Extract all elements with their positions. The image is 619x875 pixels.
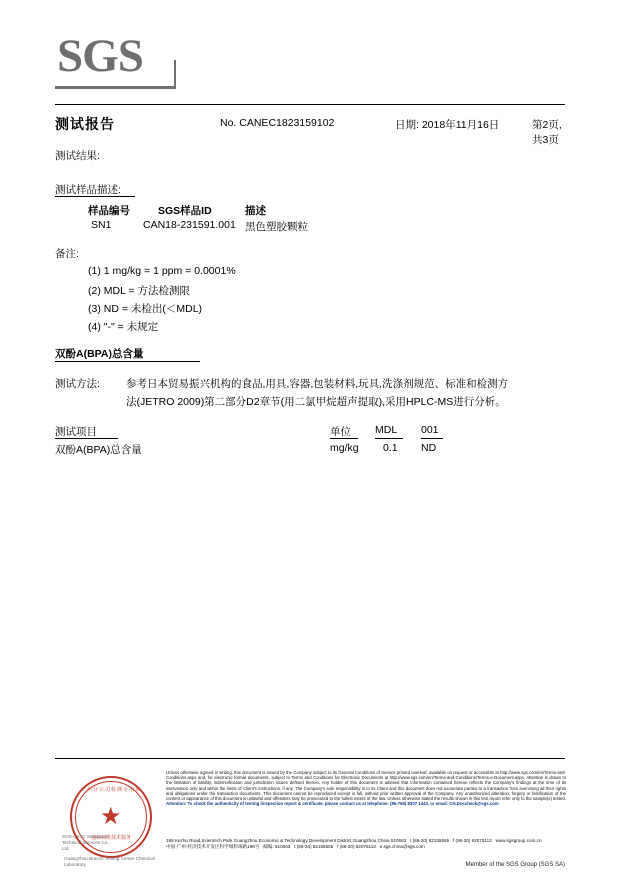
company-seal <box>64 772 160 868</box>
sample-table-row-sn: SN1 <box>91 219 112 231</box>
result-header-unit-underline <box>330 438 358 439</box>
method-text-line-2: 法(JETRO 2009)第二部分D2章节(用二氯甲烷超声提取),采用HPLC-MS进行分析。 <box>126 396 506 408</box>
address-website: www.sgsgroup.com.cn <box>495 838 542 843</box>
legal-verify-line-2: or email: CN.Doccheck@sgs.com <box>430 801 499 807</box>
remark-item-3: (3) ND = 未检出(＜MDL) <box>88 303 203 315</box>
sample-description-underline <box>55 196 135 197</box>
address-en: 198 Kezhu Road,Scientech Park Guangzhou Economic & Technology Development District,Guangzhou,China 510663 <box>166 838 407 843</box>
report-date <box>395 117 499 132</box>
report-number-label: No. <box>220 117 237 129</box>
report-number-value: CANEC1823159102 <box>239 117 335 129</box>
result-header-001-underline <box>421 438 443 439</box>
sample-description-label: 测试样品描述: <box>55 184 121 196</box>
sgs-logo <box>55 30 183 92</box>
address-tel-cn: t (86-20) 82155555 <box>294 844 334 850</box>
report-date-label: 日期: <box>395 119 419 131</box>
result-table-header-unit: 单位 <box>330 426 351 438</box>
result-table-header-mdl: MDL <box>375 424 398 436</box>
result-row-unit: mg/kg <box>330 442 359 454</box>
seal-bottom-text: 通标标准技术服务 <box>90 835 131 841</box>
logo-tick-mark <box>174 60 176 89</box>
sgs-logo-text: SGS <box>57 30 143 82</box>
sample-table-row-desc: 黑色塑胶颗粒 <box>245 221 308 233</box>
bpa-heading-underline <box>55 361 200 362</box>
page-indicator: 第2页,共3页 <box>532 119 562 146</box>
method-text-line-1: 参考日本贸易振兴机构的食品,用具,容器,包装材料,玩具,洗涤剂规范、标准和检测方 <box>126 378 509 390</box>
footer-divider <box>55 758 565 759</box>
seal-side-text-1: SGS-CSTC Standards Technical Services Co., Ltd. <box>62 834 110 851</box>
result-table-header-001: 001 <box>421 424 439 436</box>
method-label: 测试方法: <box>55 378 100 390</box>
sample-table-header-desc: 描述 <box>245 205 266 217</box>
logo-underline <box>55 86 175 89</box>
result-header-item-underline <box>55 438 118 439</box>
sample-table-row-id: CAN18-231591.001 <box>143 219 236 231</box>
remark-label: 备注: <box>55 248 79 260</box>
star-icon: ★ <box>100 803 122 830</box>
address-fax-cn: f (86-20) 82075113 <box>337 844 376 850</box>
legal-verify-line-1: Attention: To check the authenticity of testing /inspection report & certificate, please contact us at telephone: (86-755) 8307 1443, <box>166 801 430 807</box>
address-email: e sgs.china@sgs.com <box>379 844 425 850</box>
report-number <box>220 117 334 129</box>
header-divider <box>55 104 565 105</box>
seal-top-text: 广州分公司检测专用章 <box>80 787 141 793</box>
result-header-mdl-underline <box>375 438 403 439</box>
address-fax-en: f (86-20) 82075113 <box>452 838 492 843</box>
legal-paragraph-text: Unless otherwise agreed in writing, this document is issued by the Company subject to its General Conditions of Service printed overleaf, available on request or accessible at http://www.sgs.com/en/Terms-and-Conditions.aspx and, for electronic format documents, subject to Terms and Conditions for Electronic Documents at http://www.sgs.com/en/Terms-and-Conditions/Terms-e-Document.aspx. Attention is drawn to the limitation of liability, indemnification and jurisdiction issues defined therein. Any holder of this document is advised that information contained hereon reflects the Company's findings at the time of its intervention only and within the limits of Client's instructions, if any. The Company's sole responsibility is to its Client and this document does not exonerate parties to a transaction from exercising all their rights and obligations under the transaction documents. This document cannot be reproduced except in full, without prior written approval of the Company. Any unauthorized alteration, forgery or falsification of the content or appearance of this document is unlawful and offenders may be prosecuted to the fullest extent of the law. Unless otherwise stated the results shown in this test report refer only to the sample(s) tested. <box>166 770 566 802</box>
address-row-cn <box>166 844 566 850</box>
sample-table-header-sn: 样品编号 <box>88 205 130 217</box>
seal-side-text-2: Guangzhou Branch Testing Center Chemical Laboratory <box>64 856 155 867</box>
test-results-label: 测试结果: <box>55 150 100 162</box>
page-title: 测试报告 <box>55 116 115 132</box>
report-date-value: 2018年11月16日 <box>421 119 500 131</box>
address-zip-cn: 邮编: 510663 <box>263 844 291 850</box>
report-header-row <box>55 114 567 146</box>
result-row-001: ND <box>421 442 437 454</box>
member-footer-text: Member of the SGS Group (SGS SA) <box>465 862 565 868</box>
result-row-item: 双酚A(BPA)总含量 <box>55 444 142 456</box>
result-row-mdl: 0.1 <box>383 442 398 454</box>
footer-address-block <box>166 838 566 850</box>
address-tel-en: t (86-20) 82155555 <box>410 838 450 843</box>
remark-item-1: (1) 1 mg/kg = 1 ppm = 0.0001% <box>88 265 236 277</box>
remark-item-2: (2) MDL = 方法检测限 <box>88 285 190 297</box>
address-cn: 中国·广州·经济技术开发区科学城科珠路198号 <box>166 844 260 850</box>
remark-item-4: (4) "-" = 未规定 <box>88 321 159 333</box>
result-table-header-item: 测试项目 <box>55 426 97 438</box>
legal-disclaimer <box>166 770 566 806</box>
bpa-section-heading: 双酚A(BPA)总含量 <box>55 348 144 360</box>
sample-table-header-id: SGS样品ID <box>158 205 212 217</box>
